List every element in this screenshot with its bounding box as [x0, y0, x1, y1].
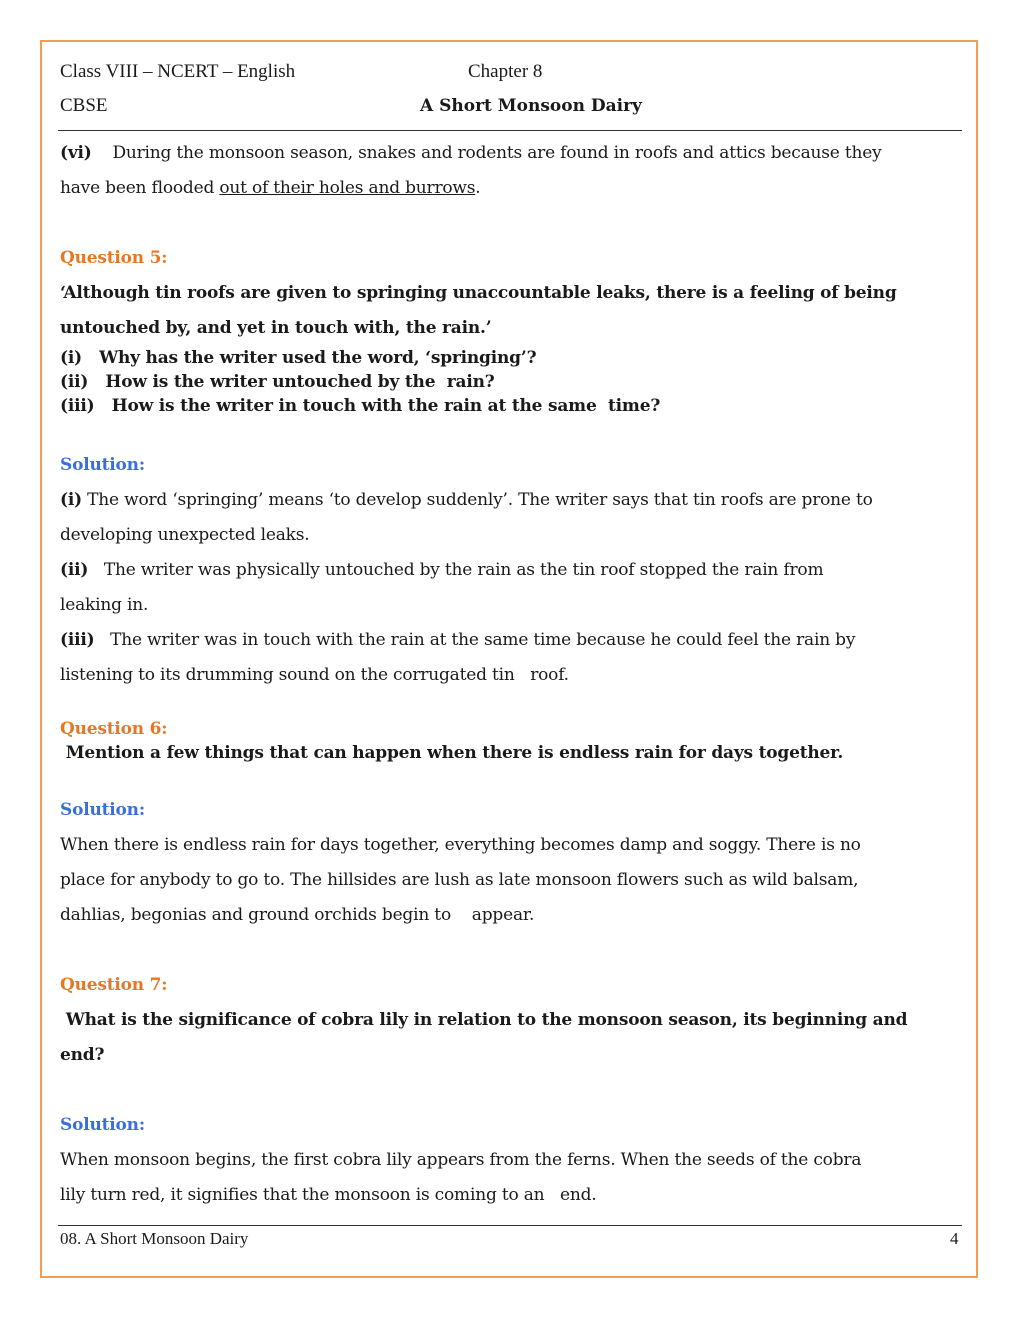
question-5-sub-ii: (ii) How is the writer untouched by the rain? [60, 372, 495, 392]
solution-5-ii-cont: leaking in. [60, 595, 149, 615]
solution-5-heading: Solution: [60, 455, 145, 475]
item-vi-text-a: During the monsoon season, snakes and rodents are found in roofs and attics because they [112, 143, 882, 163]
solution-5-iii-label: (iii) [60, 630, 95, 650]
solution-7-line-2: lily turn red, it signifies that the monsoon is coming to an end. [60, 1185, 597, 1205]
solution-5-i [60, 483, 962, 518]
solution-5-i-label: (i) [60, 490, 82, 510]
question-5-quote-a: ‘Although tin roofs are given to springing unaccountable leaks, there is a feeling of being [60, 283, 897, 303]
solution-5-i-cont: developing unexpected leaks. [60, 525, 310, 545]
solution-7-heading: Solution: [60, 1115, 145, 1135]
page-content [60, 136, 962, 1213]
item-vi-cont [60, 171, 962, 206]
question-7-line-1: What is the significance of cobra lily in relation to the monsoon season, its beginning and [60, 1010, 908, 1030]
header-board: CBSE [60, 95, 108, 116]
question-5-sub-iii: (iii) How is the writer in touch with the rain at the same time? [60, 396, 661, 416]
solution-6-line-3: dahlias, begonias and ground orchids begin to appear. [60, 905, 535, 925]
solution-5-iii-cont: listening to its drumming sound on the corrugated tin roof. [60, 665, 569, 685]
header-divider [58, 130, 962, 131]
solution-6-line-1: When there is endless rain for days together, everything becomes damp and soggy. There is no [60, 835, 861, 855]
page-number: 4 [950, 1229, 959, 1248]
solution-5-ii [60, 553, 962, 588]
header-class: Class VIII – NCERT – English [60, 61, 296, 82]
footer-divider [58, 1225, 962, 1226]
header-chapter: Chapter 8 [468, 61, 543, 82]
item-vi-text-b: have been flooded [60, 178, 220, 198]
solution-6-line-2: place for anybody to go to. The hillsides are lush as late monsoon flowers such as wild balsam, [60, 870, 859, 890]
question-5-sub-i: (i) Why has the writer used the word, ‘springing’? [60, 348, 537, 368]
item-vi [60, 136, 962, 171]
question-5-quote-b: untouched by, and yet in touch with, the rain.’ [60, 318, 492, 338]
header-title: A Short Monsoon Dairy [420, 96, 642, 116]
item-vi-label: (vi) [60, 143, 92, 163]
solution-7-line-1: When monsoon begins, the first cobra lily appears from the ferns. When the seeds of the cobra [60, 1150, 862, 1170]
question-7-heading: Question 7: [60, 975, 168, 995]
question-5-heading: Question 5: [60, 248, 168, 268]
question-6-text: Mention a few things that can happen when there is endless rain for days together. [60, 743, 844, 763]
item-vi-period: . [475, 178, 481, 198]
solution-5-ii-text-a: The writer was physically untouched by the rain as the tin roof stopped the rain from [88, 560, 824, 580]
solution-5-ii-label: (ii) [60, 560, 89, 580]
solution-5-i-text-a: The word ‘springing’ means ‘to develop suddenly’. The writer says that tin roofs are prone to [81, 490, 873, 510]
solution-6-heading: Solution: [60, 800, 145, 820]
footer-title: 08. A Short Monsoon Dairy [60, 1229, 249, 1248]
solution-5-iii-text-a: The writer was in touch with the rain at the same time because he could feel the rain by [94, 630, 856, 650]
item-vi-underlined: out of their holes and burrows [219, 178, 476, 198]
question-6-heading: Question 6: [60, 719, 168, 739]
question-7-line-2: end? [60, 1045, 105, 1065]
solution-5-iii [60, 623, 962, 658]
